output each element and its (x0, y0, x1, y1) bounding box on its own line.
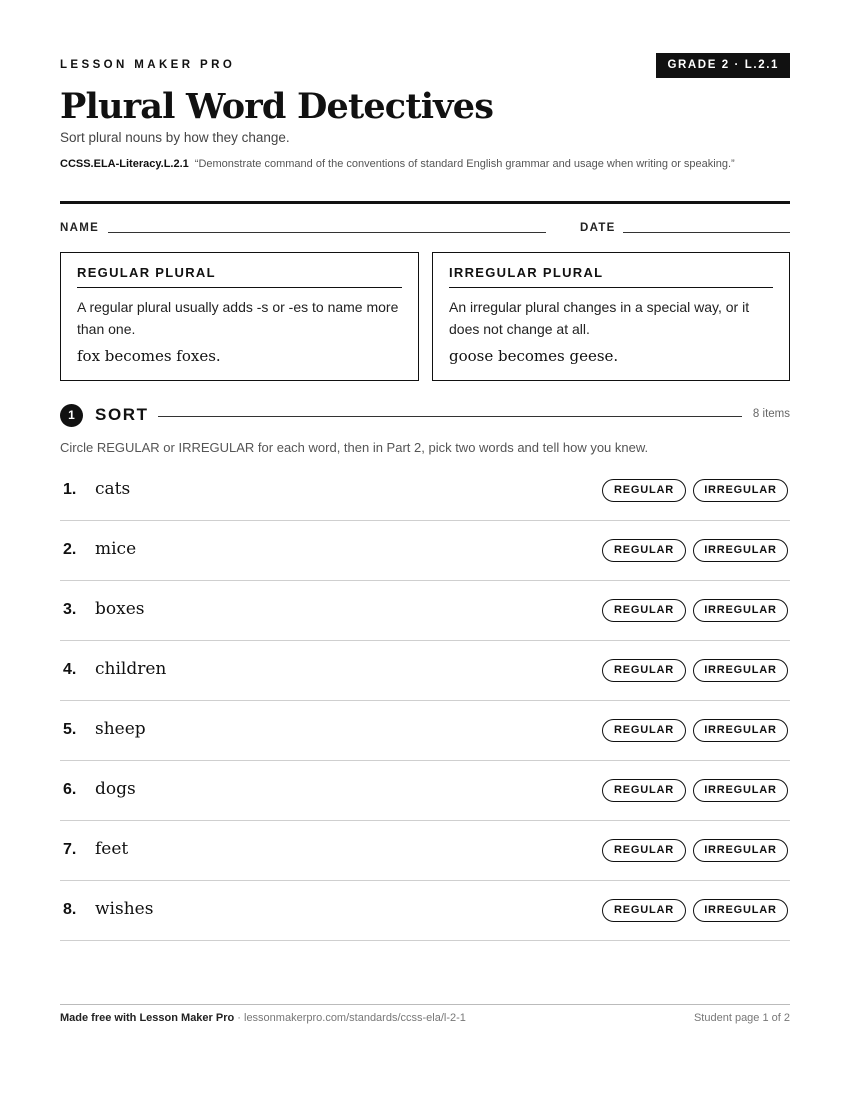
item-word: mice (95, 539, 137, 559)
brand-name: LESSON MAKER PRO (60, 59, 236, 71)
instructions: Circle REGULAR or IRREGULAR for each word, then in Part 2, pick two words and tell how you knew. (60, 440, 649, 455)
item-count: 8 items (752, 408, 790, 420)
item-word: wishes (95, 899, 154, 919)
name-label: NAME (60, 222, 100, 234)
section-header (60, 403, 790, 427)
item-number: 4. (63, 661, 77, 678)
item-number: 7. (63, 841, 77, 858)
irregular-choice[interactable]: IRREGULAR (693, 839, 788, 862)
regular-choice[interactable]: REGULAR (602, 899, 686, 922)
irregular-choice[interactable]: IRREGULAR (693, 899, 788, 922)
sort-items-list (60, 461, 790, 941)
footer-made-with: Made free with Lesson Maker Pro (60, 1012, 235, 1024)
header-divider (60, 201, 790, 204)
regular-plural-card (60, 252, 419, 381)
list-item (60, 641, 790, 701)
page-subtitle: Sort plural nouns by how they change. (60, 130, 290, 145)
regular-choice[interactable]: REGULAR (602, 659, 686, 682)
footer-url[interactable]: lessonmakerpro.com/standards/ccss-ela/l-2-1 (244, 1012, 466, 1024)
footer-separator: · (234, 1012, 244, 1024)
regular-choice[interactable]: REGULAR (602, 599, 686, 622)
irregular-plural-card (432, 252, 790, 381)
footer-credit (60, 1012, 466, 1024)
item-word: boxes (95, 599, 145, 619)
item-number: 5. (63, 721, 77, 738)
section-divider (158, 416, 742, 417)
irregular-choice[interactable]: IRREGULAR (693, 719, 788, 742)
standard-statement (60, 156, 780, 173)
regular-choice[interactable]: REGULAR (602, 839, 686, 862)
card-description: An irregular plural changes in a special way, or it does not change at all. (449, 299, 750, 337)
regular-choice[interactable]: REGULAR (602, 539, 686, 562)
irregular-choice[interactable]: IRREGULAR (693, 659, 788, 682)
item-word: cats (95, 479, 131, 499)
irregular-choice[interactable]: IRREGULAR (693, 599, 788, 622)
page-title: Plural Word Detectives (60, 86, 494, 127)
card-title: REGULAR PLURAL (77, 265, 402, 288)
section-title: SORT (95, 405, 149, 424)
item-number: 8. (63, 901, 77, 918)
regular-choice[interactable]: REGULAR (602, 779, 686, 802)
list-item (60, 821, 790, 881)
regular-choice[interactable]: REGULAR (602, 479, 686, 502)
card-example: goose becomes geese. (449, 347, 619, 365)
list-item (60, 881, 790, 941)
list-item (60, 461, 790, 521)
list-item (60, 761, 790, 821)
item-word: children (95, 659, 167, 679)
item-word: sheep (95, 719, 146, 739)
date-label: DATE (580, 222, 616, 234)
item-word: feet (95, 839, 129, 859)
item-number: 3. (63, 601, 77, 618)
section-number-badge: 1 (60, 404, 83, 427)
list-item (60, 701, 790, 761)
page-indicator: Student page 1 of 2 (693, 1012, 790, 1024)
card-title: IRREGULAR PLURAL (449, 265, 773, 288)
item-word: dogs (95, 779, 136, 799)
regular-choice[interactable]: REGULAR (602, 719, 686, 742)
standard-text: “Demonstrate command of the conventions of standard English grammar and usage when writing or speaking.” (194, 158, 735, 170)
grade-badge: GRADE 2 · L.2.1 (656, 53, 790, 78)
card-description: A regular plural usually adds -s or -es to name more than one. (77, 299, 399, 337)
irregular-choice[interactable]: IRREGULAR (693, 539, 788, 562)
date-field[interactable] (623, 232, 790, 233)
item-number: 1. (63, 481, 77, 498)
item-number: 2. (63, 541, 77, 558)
card-example: fox becomes foxes. (77, 347, 221, 365)
standard-code: CCSS.ELA-Literacy.L.2.1 (60, 158, 189, 170)
name-field[interactable] (108, 232, 546, 233)
footer-divider (60, 1004, 790, 1005)
list-item (60, 581, 790, 641)
list-item (60, 521, 790, 581)
item-number: 6. (63, 781, 77, 798)
irregular-choice[interactable]: IRREGULAR (693, 779, 788, 802)
irregular-choice[interactable]: IRREGULAR (693, 479, 788, 502)
